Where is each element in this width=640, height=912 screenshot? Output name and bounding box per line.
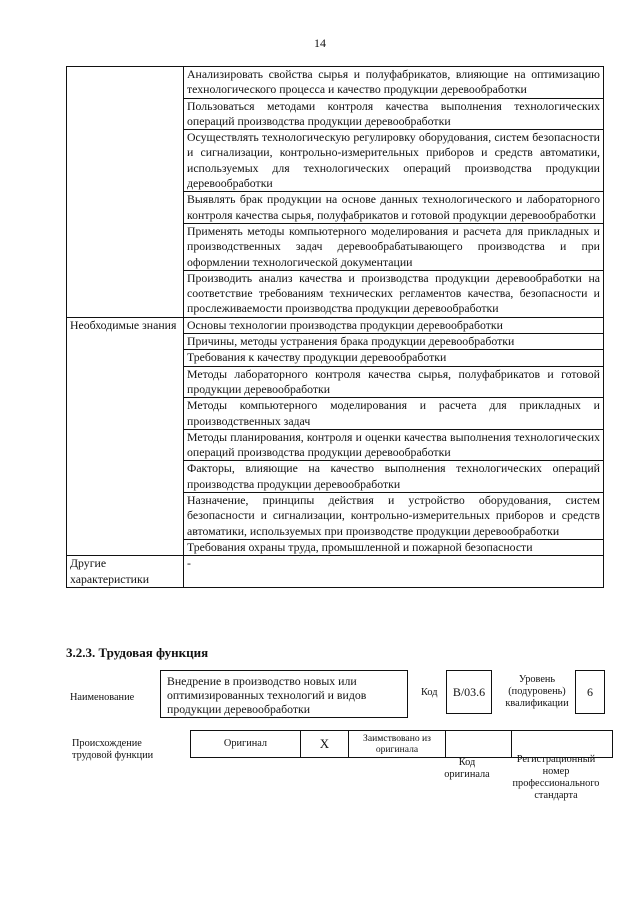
skill-row	[67, 67, 604, 99]
section-title: 3.2.3. Трудовая функция	[66, 645, 209, 660]
knowledge-item: Методы лабораторного контроля качества сырья, полуфабрикатов и готовой продукции деревообработки	[184, 366, 604, 398]
knowledge-item: Основы технологии производства продукции деревообработки	[184, 317, 604, 333]
origin-code-caption: Код оригинала	[444, 757, 490, 780]
skill-item: Выявлять брак продукции на основе данных технологического и лабораторного контроля качества сырья, полуфабрикатов и готовой продукции деревообработки	[184, 192, 604, 224]
origin-code-cell	[446, 731, 512, 758]
other-value: -	[184, 556, 604, 588]
skill-item: Производить анализ качества и производства продукции деревообработки на соответствие требованиям технических регламентов качества, безопасности и прослеживаемости производства продукции деревообработки	[184, 270, 604, 317]
skills-label-cell	[67, 67, 184, 318]
requirements-table	[66, 66, 604, 588]
page-number: 14	[314, 36, 326, 50]
knowledge-item: Требования охраны труда, промышленной и пожарной безопасности	[184, 539, 604, 555]
skill-item: Применять методы компьютерного моделирования и расчета для прикладных и производственных задач деревообрабатывающего производства и при оформлении технологической документации	[184, 223, 604, 270]
knowledge-item: Факторы, влияющие на качество выполнения технологических операций производства продукции деревообработки	[184, 461, 604, 493]
knowledge-label: Необходимые знания	[67, 317, 184, 555]
original-label: Оригинал	[191, 731, 301, 758]
knowledge-item: Причины, методы устранения брака продукции деревообработки	[184, 334, 604, 350]
reg-number-caption: Регистрационный номер профессионального стандарта	[512, 754, 600, 801]
knowledge-item: Методы планирования, контроля и оценки качества выполнения технологических операций производства продукции деревообработки	[184, 429, 604, 461]
origin-label: Происхождение трудовой функции	[72, 738, 154, 761]
skill-item: Пользоваться методами контроля качества выполнения технологических операций производства продукции деревообработки	[184, 98, 604, 130]
skill-item: Осуществлять технологическую регулировку оборудования, систем безопасности и сигнализации, контрольно-измерительных приборов и средств автоматики, используемых для технологических операций производства продукции деревообработки	[184, 130, 604, 192]
knowledge-item: Требования к качеству продукции деревообработки	[184, 350, 604, 366]
level-label: Уровень (подуровень) квалификации	[505, 674, 569, 709]
other-row	[67, 556, 604, 588]
original-mark: X	[301, 731, 349, 758]
knowledge-item: Назначение, принципы действия и устройство оборудования, систем безопасности и сигнализации, контрольно-измерительных приборов и средств автоматики, используемых при производстве продукции деревообработки	[184, 493, 604, 540]
qualification-level-box: 6	[575, 670, 605, 714]
knowledge-row	[67, 317, 604, 333]
name-label: Наименование	[70, 692, 135, 703]
other-label: Другие характеристики	[67, 556, 184, 588]
function-name-box: Внедрение в производство новых или оптимизированных технологий и видов продукции деревообработки	[160, 670, 408, 718]
skill-item: Анализировать свойства сырья и полуфабрикатов, влияющие на оптимизацию технологического процесса и качество продукции деревообработки	[184, 67, 604, 99]
knowledge-item: Методы компьютерного моделирования и расчета для прикладных и производственных задач	[184, 398, 604, 430]
function-code-box: В/03.6	[446, 670, 492, 714]
borrowed-label: Заимствовано из оригинала	[349, 731, 446, 758]
code-label: Код	[421, 687, 438, 698]
